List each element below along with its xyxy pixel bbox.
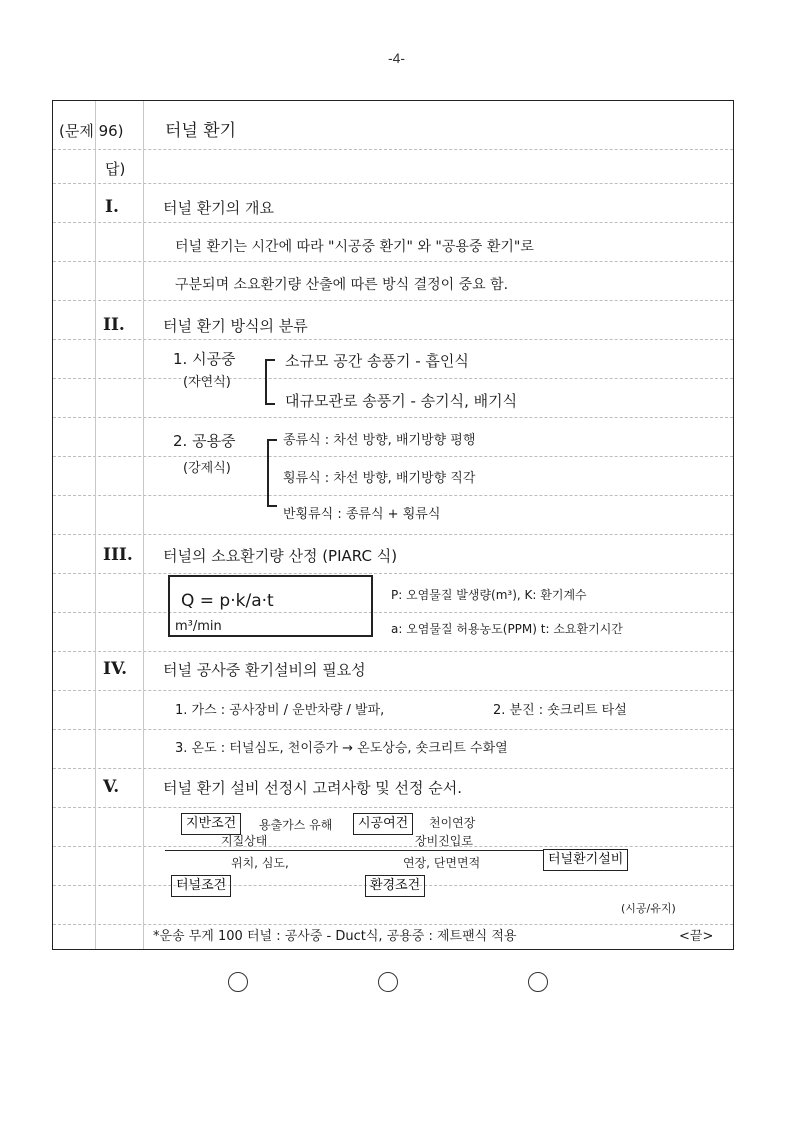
operation-bracket [267,439,277,507]
section-1-line-1: 터널 환기는 시간에 따라 "시공중 환기" 와 "공용중 환기"로 [175,239,534,255]
construction-note: 천이연장 [429,816,476,830]
footnote: *운송 무게 100 터널 : 공사중 - Duct식, 공용중 : 제트팬식 적용 [153,929,517,944]
tunnel-condition-box: 터널조건 [171,875,231,897]
formula-unit: m³/min [175,619,222,634]
section-4-numeral: IV. [103,659,128,679]
rule-line [53,495,733,496]
rule-line [53,573,733,574]
section-1-line-2: 구분되며 소요환기량 산출에 따른 방식 결정이 중요 함. [175,277,509,293]
answer-sheet [52,100,734,950]
section-1-title: 터널 환기의 개요 [163,199,274,217]
operation-item-1: 종류식 : 차선 방향, 배기방향 평행 [283,433,476,448]
section-5-title: 터널 환기 설비 선정시 고려사항 및 선정 순서. [163,779,462,797]
rule-line [53,417,733,418]
rule-line [53,729,733,730]
section-3-numeral: III. [103,545,133,565]
operation-sub: (강제식) [183,461,231,476]
section-5-numeral: V. [103,777,120,797]
environment-condition-box: 환경조건 [365,875,425,897]
rule-line [53,690,733,691]
rule-line [53,339,733,340]
length-note: 연장, 단면면적 [403,856,481,870]
binding-hole-circle [378,972,398,992]
formula: Q = p·k/a·t [181,591,274,611]
margin-line [95,101,96,949]
answer-label: 답) [105,160,126,178]
construction-item-1: 소규모 공간 송풍기 - 흡인식 [285,352,469,370]
gas-note: 용출가스 유해 [259,818,333,832]
margin-line [143,101,144,949]
rule-line [53,300,733,301]
operation-item-3: 반횡류식 : 종류식 + 횡류식 [283,507,441,522]
operation-item-2: 횡류식 : 차선 방향, 배기방향 직각 [283,471,476,486]
equipment-note: 장비진입로 [415,834,473,848]
section-4-line-1: 1. 가스 : 공사장비 / 운반차량 / 발파, [175,703,385,718]
rule-line [53,768,733,769]
section-2-numeral: II. [103,315,125,335]
rule-line [53,612,733,613]
ground-condition-box: 지반조건 [181,813,241,835]
rule-line [53,846,733,847]
construction-item-2: 대규모관로 송풍기 - 송기식, 배기식 [285,392,518,410]
rule-line [53,261,733,262]
formula-legend-1: P: 오염물질 발생량(m³), K: 환기계수 [391,588,587,602]
rule-line [53,924,733,925]
operation-label: 2. 공용중 [173,432,236,450]
question-title: 터널 환기 [165,121,237,141]
rule-line [53,807,733,808]
rule-line [53,149,733,150]
binding-hole-circle [228,972,248,992]
section-2-title: 터널 환기 방식의 분류 [163,317,308,335]
rule-line [53,378,733,379]
source-note: (시공/유지) [621,902,676,915]
section-4-line-1b: 2. 분진 : 숏크리트 타설 [493,703,627,718]
question-label: (문제 96) [59,122,124,140]
location-note: 위치, 심도, [231,856,289,870]
section-4-line-2: 3. 온도 : 터널심도, 천이증가 → 온도상승, 숏크리트 수화열 [175,741,508,756]
section-4-title: 터널 공사중 환기설비의 필요성 [163,661,366,679]
construction-bracket [265,359,275,405]
rule-line [53,456,733,457]
section-3-title: 터널의 소요환기량 산정 (PIARC 식) [163,547,398,565]
rule-line [53,651,733,652]
rule-line [53,183,733,184]
rule-line [53,534,733,535]
section-1-numeral: I. [105,197,119,217]
page-number: -4- [387,50,406,66]
rule-line [53,222,733,223]
geology-note: 지질상태 [221,834,268,848]
construction-label: 1. 시공중 [173,350,236,368]
construction-condition-box: 시공여건 [353,813,413,835]
formula-legend-2: a: 오염물질 허용농도(PPM) t: 소요환기시간 [391,622,623,636]
tunnel-ventilation-box: 터널환기설비 [543,849,628,871]
construction-sub: (자연식) [183,375,231,390]
end-mark: <끝> [679,929,714,944]
binding-hole-circle [528,972,548,992]
